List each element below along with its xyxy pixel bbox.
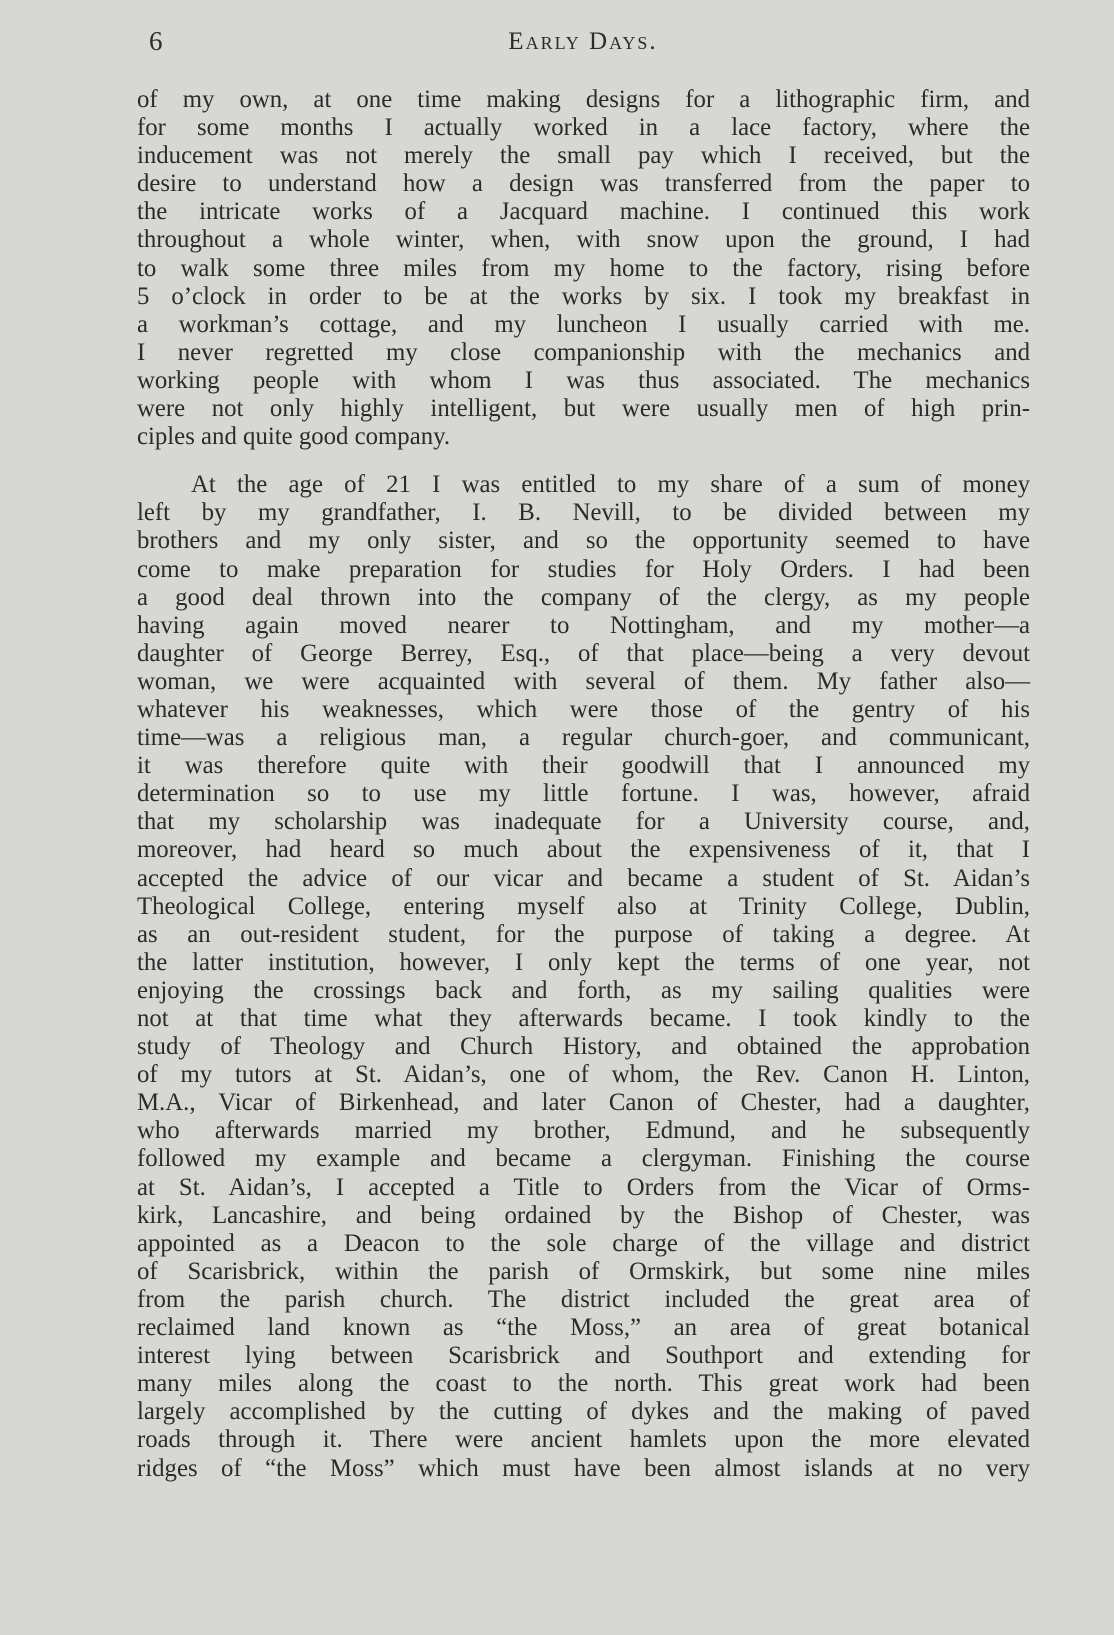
text-line: working people with whom I was thus associated. The mechanics	[137, 366, 1030, 394]
text-line: ridges of “the Moss” which must have been almost islands at no very	[137, 1454, 1030, 1482]
text-line: not at that time what they afterwards became. I took kindly to the	[137, 1005, 1030, 1032]
text-line: ciples and quite good company.	[137, 423, 451, 451]
text-line: a good deal thrown into the company of the clergy, as my people	[137, 583, 1030, 611]
text-line: followed my example and became a clergyman. Finishing the course	[137, 1145, 1030, 1173]
text-line: daughter of George Berrey, Esq., of that place—being a very devout	[137, 639, 1030, 667]
paragraph-2	[137, 471, 1030, 1482]
running-head: Early Days.	[508, 28, 658, 55]
text-line: interest lying between Scarisbrick and Southport and extending for	[137, 1342, 1030, 1370]
text-line: left by my grandfather, I. B. Nevill, to be divided between my	[137, 499, 1030, 527]
text-line: kirk, Lancashire, and being ordained by the Bishop of Chester, was	[137, 1201, 1030, 1229]
text-line: appointed as a Deacon to the sole charge of the village and district	[137, 1229, 1030, 1257]
text-line: having again moved nearer to Nottingham, and my mother—a	[137, 611, 1030, 639]
page-header	[135, 26, 1031, 66]
text-line: throughout a whole winter, when, with snow upon the ground, I had	[137, 226, 1030, 254]
text-line: largely accomplished by the cutting of dykes and the making of paved	[137, 1398, 1030, 1426]
text-line: time—was a religious man, a regular church-goer, and communicant,	[137, 724, 1030, 752]
text-line: from the parish church. The district included the great area of	[137, 1285, 1030, 1313]
text-line: come to make preparation for studies for Holy Orders. I had been	[137, 555, 1030, 583]
text-line: woman, we were acquainted with several of them. My father also—	[137, 667, 1030, 695]
text-line: Theological College, entering myself also at Trinity College, Dublin,	[137, 892, 1030, 920]
text-line: it was therefore quite with their goodwill that I announced my	[137, 752, 1030, 780]
text-line: reclaimed land known as “the Moss,” an area of great botanical	[137, 1314, 1030, 1342]
text-line: inducement was not merely the small pay which I received, but the	[137, 142, 1030, 170]
text-line: to walk some three miles from my home to the factory, rising before	[137, 254, 1030, 282]
text-line: roads through it. There were ancient hamlets upon the more elevated	[137, 1426, 1030, 1454]
text-line: whatever his weaknesses, which were those of the gentry of his	[137, 695, 1030, 723]
paragraph-1	[137, 86, 1030, 451]
text-line: that my scholarship was inadequate for a University course, and,	[137, 808, 1030, 836]
text-line: the latter institution, however, I only kept the terms of one year, not	[137, 948, 1030, 976]
text-line: who afterwards married my brother, Edmund, and he subsequently	[137, 1117, 1030, 1145]
text-line: accepted the advice of our vicar and became a student of St. Aidan’s	[137, 864, 1030, 892]
text-line: many miles along the coast to the north. This great work had been	[137, 1370, 1030, 1398]
text-line: at St. Aidan’s, I accepted a Title to Orders from the Vicar of Orms-	[137, 1173, 1030, 1201]
text-line: for some months I actually worked in a lace factory, where the	[137, 114, 1030, 142]
text-line: At the age of 21 I was entitled to my share of a sum of money	[191, 471, 1030, 499]
text-line: determination so to use my little fortune. I was, however, afraid	[137, 780, 1030, 808]
text-line: were not only highly intelligent, but were usually men of high prin-	[137, 395, 1030, 423]
text-line: as an out-resident student, for the purpose of taking a degree. At	[137, 920, 1030, 948]
page-number: 6	[149, 26, 163, 56]
text-line: M.A., Vicar of Birkenhead, and later Canon of Chester, had a daughter,	[137, 1089, 1030, 1117]
text-line: I never regretted my close companionship with the mechanics and	[137, 338, 1030, 366]
text-line: moreover, had heard so much about the expensiveness of it, that I	[137, 836, 1030, 864]
body-text	[137, 86, 1030, 1483]
text-line: the intricate works of a Jacquard machine. I continued this work	[137, 198, 1030, 226]
text-line: a workman’s cottage, and my luncheon I usually carried with me.	[137, 310, 1030, 338]
text-line: 5 o’clock in order to be at the works by six. I took my breakfast in	[137, 282, 1030, 310]
text-line: desire to understand how a design was transferred from the paper to	[137, 170, 1030, 198]
text-line: enjoying the crossings back and forth, as my sailing qualities were	[137, 976, 1030, 1004]
text-line: brothers and my only sister, and so the opportunity seemed to have	[137, 527, 1030, 555]
text-line: of my tutors at St. Aidan’s, one of whom, the Rev. Canon H. Linton,	[137, 1061, 1030, 1089]
text-line: of my own, at one time making designs for a lithographic firm, and	[137, 86, 1030, 113]
text-line: of Scarisbrick, within the parish of Ormskirk, but some nine miles	[137, 1257, 1030, 1285]
text-line: study of Theology and Church History, and obtained the approbation	[137, 1033, 1030, 1061]
